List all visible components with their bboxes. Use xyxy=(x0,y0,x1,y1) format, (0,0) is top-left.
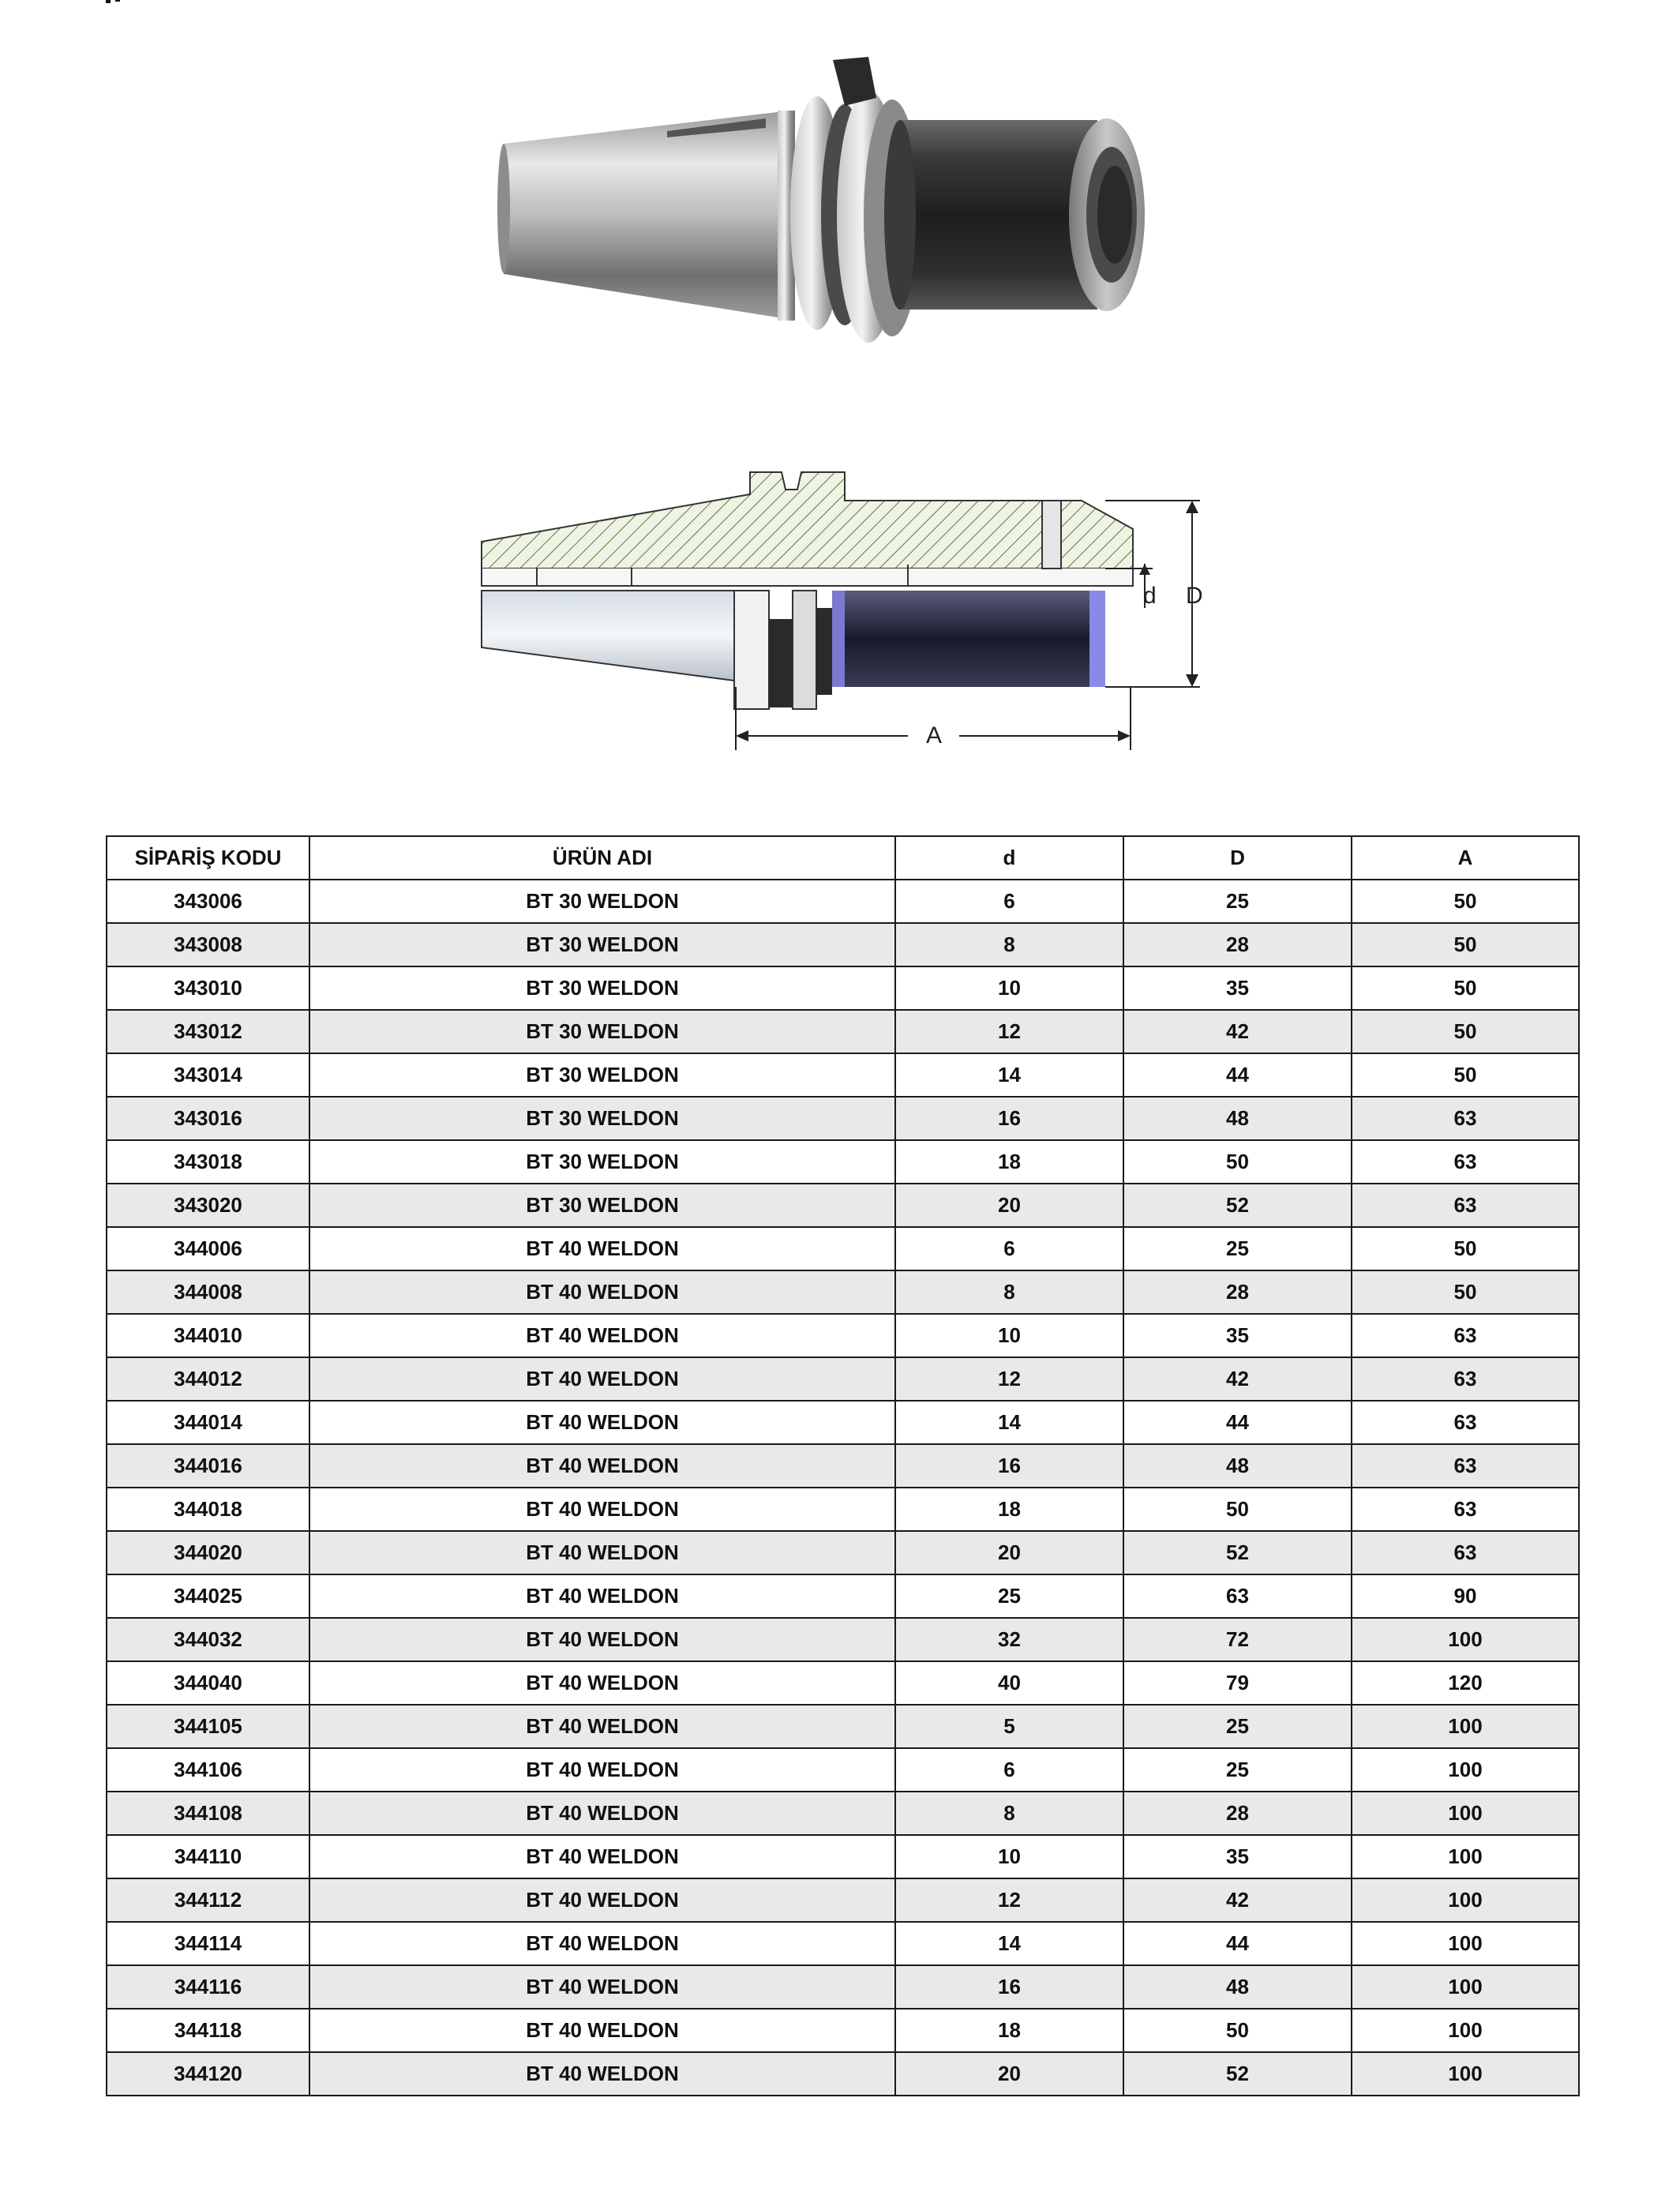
d-cell: 14 xyxy=(895,1922,1123,1965)
D-cell: 25 xyxy=(1123,1748,1352,1792)
table-row xyxy=(107,1010,1579,1053)
D-cell: 52 xyxy=(1123,1184,1352,1227)
D-cell: 44 xyxy=(1123,1922,1352,1965)
D-cell: 28 xyxy=(1123,1792,1352,1835)
d-cell: 8 xyxy=(895,923,1123,966)
D-cell: 25 xyxy=(1123,880,1352,923)
table-row xyxy=(107,1531,1579,1574)
table-row xyxy=(107,2009,1579,2052)
A-cell: 63 xyxy=(1352,1314,1579,1357)
D-cell: 25 xyxy=(1123,1227,1352,1270)
table-row xyxy=(107,1444,1579,1488)
header-D: D xyxy=(1123,836,1352,880)
d-cell: 20 xyxy=(895,2052,1123,2096)
A-cell: 63 xyxy=(1352,1444,1579,1488)
table-row xyxy=(107,1401,1579,1444)
order-code-cell: 344006 xyxy=(107,1227,309,1270)
A-cell: 63 xyxy=(1352,1401,1579,1444)
d-cell: 32 xyxy=(895,1618,1123,1661)
d-cell: 40 xyxy=(895,1661,1123,1705)
d-cell: 12 xyxy=(895,1878,1123,1922)
product-name-cell: BT 40 WELDON xyxy=(309,1748,895,1792)
d-cell: 8 xyxy=(895,1792,1123,1835)
A-cell: 63 xyxy=(1352,1357,1579,1401)
product-name-cell: BT 30 WELDON xyxy=(309,1010,895,1053)
d-cell: 14 xyxy=(895,1053,1123,1097)
D-cell: 35 xyxy=(1123,1835,1352,1878)
product-name-cell: BT 40 WELDON xyxy=(309,1705,895,1748)
d-cell: 16 xyxy=(895,1444,1123,1488)
D-cell: 50 xyxy=(1123,2009,1352,2052)
order-code-cell: 344032 xyxy=(107,1618,309,1661)
d-cell: 10 xyxy=(895,966,1123,1010)
table-row xyxy=(107,1922,1579,1965)
d-cell: 14 xyxy=(895,1401,1123,1444)
d-cell: 8 xyxy=(895,1270,1123,1314)
d-cell: 20 xyxy=(895,1184,1123,1227)
table-row xyxy=(107,1314,1579,1357)
A-cell: 100 xyxy=(1352,1748,1579,1792)
table-row xyxy=(107,1270,1579,1314)
table-row xyxy=(107,1965,1579,2009)
d-cell: 18 xyxy=(895,2009,1123,2052)
table-header-row xyxy=(107,836,1579,880)
table-row xyxy=(107,1357,1579,1401)
d-cell: 10 xyxy=(895,1314,1123,1357)
A-cell: 100 xyxy=(1352,1792,1579,1835)
product-name-cell: BT 40 WELDON xyxy=(309,1878,895,1922)
d-cell: 6 xyxy=(895,1748,1123,1792)
A-cell: 120 xyxy=(1352,1661,1579,1705)
tool-holder-photo xyxy=(497,49,1192,396)
d-cell: 18 xyxy=(895,1488,1123,1531)
d-cell: 12 xyxy=(895,1010,1123,1053)
d-cell: 25 xyxy=(895,1574,1123,1618)
product-name-cell: BT 40 WELDON xyxy=(309,1488,895,1531)
product-name-cell: BT 30 WELDON xyxy=(309,966,895,1010)
table-row xyxy=(107,1097,1579,1140)
D-cell: 50 xyxy=(1123,1488,1352,1531)
product-name-cell: BT 30 WELDON xyxy=(309,880,895,923)
table-row xyxy=(107,1748,1579,1792)
order-code-cell: 344014 xyxy=(107,1401,309,1444)
order-code-cell: 343020 xyxy=(107,1184,309,1227)
A-cell: 50 xyxy=(1352,880,1579,923)
order-code-cell: 344008 xyxy=(107,1270,309,1314)
order-code-cell: 344025 xyxy=(107,1574,309,1618)
D-cell: 28 xyxy=(1123,923,1352,966)
A-cell: 100 xyxy=(1352,1965,1579,2009)
product-name-cell: BT 40 WELDON xyxy=(309,1835,895,1878)
d-cell: 5 xyxy=(895,1705,1123,1748)
table-row xyxy=(107,1835,1579,1878)
header-product-name: ÜRÜN ADI xyxy=(309,836,895,880)
D-cell: 42 xyxy=(1123,1878,1352,1922)
order-code-cell: 344105 xyxy=(107,1705,309,1748)
D-cell: 42 xyxy=(1123,1010,1352,1053)
product-name-cell: BT 40 WELDON xyxy=(309,1531,895,1574)
A-cell: 50 xyxy=(1352,1053,1579,1097)
table-row xyxy=(107,1184,1579,1227)
table-row xyxy=(107,1574,1579,1618)
order-code-cell: 343008 xyxy=(107,923,309,966)
A-cell: 50 xyxy=(1352,966,1579,1010)
order-code-cell: 344110 xyxy=(107,1835,309,1878)
order-code-cell: 344020 xyxy=(107,1531,309,1574)
d-cell: 16 xyxy=(895,1097,1123,1140)
header-d: d xyxy=(895,836,1123,880)
A-cell: 50 xyxy=(1352,923,1579,966)
D-cell: 48 xyxy=(1123,1097,1352,1140)
product-name-cell: BT 40 WELDON xyxy=(309,1661,895,1705)
table-row xyxy=(107,1140,1579,1184)
cross-section-drawing xyxy=(466,450,1224,766)
table-row xyxy=(107,966,1579,1010)
order-code-cell: 343016 xyxy=(107,1097,309,1140)
order-code-cell: 344010 xyxy=(107,1314,309,1357)
order-code-cell: 344108 xyxy=(107,1792,309,1835)
table-row xyxy=(107,1618,1579,1661)
product-name-cell: BT 30 WELDON xyxy=(309,923,895,966)
A-cell: 63 xyxy=(1352,1140,1579,1184)
table-row xyxy=(107,1053,1579,1097)
A-cell: 50 xyxy=(1352,1227,1579,1270)
d-cell: 6 xyxy=(895,1227,1123,1270)
header-A: A xyxy=(1352,836,1579,880)
D-cell: 35 xyxy=(1123,966,1352,1010)
D-cell: 48 xyxy=(1123,1965,1352,2009)
table-row xyxy=(107,1227,1579,1270)
D-cell: 52 xyxy=(1123,2052,1352,2096)
product-name-cell: BT 30 WELDON xyxy=(309,1053,895,1097)
table-row xyxy=(107,1792,1579,1835)
A-cell: 63 xyxy=(1352,1531,1579,1574)
A-cell: 50 xyxy=(1352,1270,1579,1314)
order-code-cell: 343014 xyxy=(107,1053,309,1097)
A-cell: 63 xyxy=(1352,1488,1579,1531)
d-cell: 6 xyxy=(895,880,1123,923)
table-row xyxy=(107,923,1579,966)
order-code-cell: 343018 xyxy=(107,1140,309,1184)
order-code-cell: 344114 xyxy=(107,1922,309,1965)
product-name-cell: BT 40 WELDON xyxy=(309,1314,895,1357)
dimension-A-label: A xyxy=(926,722,943,749)
product-name-cell: BT 40 WELDON xyxy=(309,1965,895,2009)
order-code-cell: 344012 xyxy=(107,1357,309,1401)
A-cell: 63 xyxy=(1352,1184,1579,1227)
A-cell: 100 xyxy=(1352,2052,1579,2096)
product-name-cell: BT 30 WELDON xyxy=(309,1184,895,1227)
dimension-D-label: D xyxy=(1186,583,1203,609)
product-name-cell: BT 40 WELDON xyxy=(309,1227,895,1270)
d-cell: 10 xyxy=(895,1835,1123,1878)
dimension-d-label: d xyxy=(1143,583,1157,609)
product-name-cell: BT 30 WELDON xyxy=(309,1140,895,1184)
D-cell: 48 xyxy=(1123,1444,1352,1488)
header-order-code: SİPARİŞ KODU xyxy=(107,836,309,880)
D-cell: 42 xyxy=(1123,1357,1352,1401)
A-cell: 100 xyxy=(1352,1618,1579,1661)
product-name-cell: BT 40 WELDON xyxy=(309,1401,895,1444)
A-cell: 100 xyxy=(1352,2009,1579,2052)
table-row xyxy=(107,1488,1579,1531)
product-name-cell: BT 30 WELDON xyxy=(309,1097,895,1140)
D-cell: 28 xyxy=(1123,1270,1352,1314)
product-name-cell: BT 40 WELDON xyxy=(309,1618,895,1661)
product-name-cell: BT 40 WELDON xyxy=(309,1270,895,1314)
D-cell: 44 xyxy=(1123,1401,1352,1444)
A-cell: 100 xyxy=(1352,1922,1579,1965)
D-cell: 35 xyxy=(1123,1314,1352,1357)
order-code-cell: 343012 xyxy=(107,1010,309,1053)
order-code-cell: 344016 xyxy=(107,1444,309,1488)
product-name-cell: BT 40 WELDON xyxy=(309,1922,895,1965)
A-cell: 50 xyxy=(1352,1010,1579,1053)
A-cell: 63 xyxy=(1352,1097,1579,1140)
A-cell: 100 xyxy=(1352,1705,1579,1748)
d-cell: 18 xyxy=(895,1140,1123,1184)
spec-table xyxy=(106,835,1580,2096)
page-corner-mark xyxy=(106,0,129,3)
order-code-cell: 343006 xyxy=(107,880,309,923)
order-code-cell: 344118 xyxy=(107,2009,309,2052)
product-name-cell: BT 40 WELDON xyxy=(309,1792,895,1835)
order-code-cell: 344040 xyxy=(107,1661,309,1705)
product-name-cell: BT 40 WELDON xyxy=(309,1357,895,1401)
order-code-cell: 344112 xyxy=(107,1878,309,1922)
d-cell: 12 xyxy=(895,1357,1123,1401)
table-body xyxy=(107,880,1579,2096)
product-name-cell: BT 40 WELDON xyxy=(309,1444,895,1488)
A-cell: 100 xyxy=(1352,1878,1579,1922)
order-code-cell: 344018 xyxy=(107,1488,309,1531)
A-cell: 90 xyxy=(1352,1574,1579,1618)
table-row xyxy=(107,1878,1579,1922)
D-cell: 79 xyxy=(1123,1661,1352,1705)
D-cell: 63 xyxy=(1123,1574,1352,1618)
product-name-cell: BT 40 WELDON xyxy=(309,1574,895,1618)
D-cell: 72 xyxy=(1123,1618,1352,1661)
table-row xyxy=(107,1705,1579,1748)
d-cell: 20 xyxy=(895,1531,1123,1574)
A-cell: 100 xyxy=(1352,1835,1579,1878)
table-row xyxy=(107,2052,1579,2096)
table-row xyxy=(107,1661,1579,1705)
D-cell: 50 xyxy=(1123,1140,1352,1184)
order-code-cell: 344106 xyxy=(107,1748,309,1792)
D-cell: 25 xyxy=(1123,1705,1352,1748)
order-code-cell: 344116 xyxy=(107,1965,309,2009)
d-cell: 16 xyxy=(895,1965,1123,2009)
D-cell: 44 xyxy=(1123,1053,1352,1097)
product-name-cell: BT 40 WELDON xyxy=(309,2009,895,2052)
product-name-cell: BT 40 WELDON xyxy=(309,2052,895,2096)
table-row xyxy=(107,880,1579,923)
D-cell: 52 xyxy=(1123,1531,1352,1574)
order-code-cell: 344120 xyxy=(107,2052,309,2096)
order-code-cell: 343010 xyxy=(107,966,309,1010)
